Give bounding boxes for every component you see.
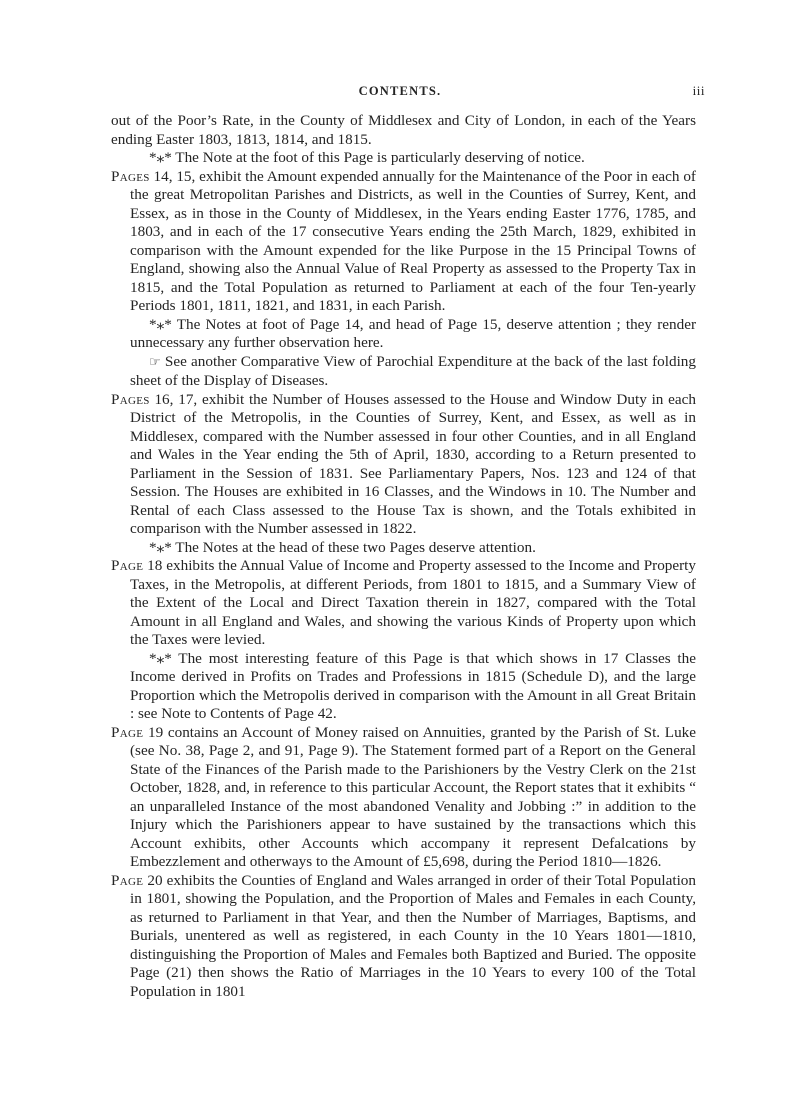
asterism-icon: *⁎*: [149, 649, 172, 667]
entry-paragraph: Page 18 exhibits the Annual Value of Income and Property assessed to the Income and Property Taxes, in the Metropolis, at different Periods, from 1801 to 1815, and a Summary View of the Extent of the Local and Direct Taxation therein in 1827, compared with the Total Amount in all England and Wales, and showing the various Kinds of Property upon which the Taxes were levied.: [111, 557, 696, 648]
entry-paragraph: Page 20 exhibits the Counties of England and Wales arranged in order of their Total Population in 1801, showing the Population, and the Proportion of Males and Females in each County, as returned to Parliament in that Year, and then the Number of Marriages, Baptisms, and Burials, unentered as well as registered, in each County in the 10 Years 1801—1810, distinguishing the Proportion of Males and Females both Baptized and Buried. The opposite Page (21) then shows the Ratio of Marriages in the 10 Years to every 100 of the Total Population in 1801: [111, 871, 696, 1000]
note-paragraph: *⁎* The Notes at the head of these two Pages deserve attention.: [149, 538, 536, 556]
entry-paragraph: Pages 14, 15, exhibit the Amount expended annually for the Maintenance of the Poor in each of the great Metropolitan Parishes and Districts, as well in the Counties of Surrey, Kent, and Essex, as in those in the County of Middlesex, in the Years ending Easter 1776, 1785, and 1803, and in each of the 17 consecutive Years ending the 25th March, 1829, exhibited in comparison with the Amount expended for the like Purpose in the 15 Principal Towns of England, showing also the Annual Value of Real Property as assessed to the Property Tax in 1815, and the Total Population as returned to Parliament at each of the four Ten-yearly Periods 1801, 1811, 1821, and 1831, in each Parish.: [111, 167, 696, 314]
note-paragraph: *⁎* The Note at the foot of this Page is particularly deserving of notice.: [149, 149, 585, 166]
entry-label: Pages: [111, 167, 150, 185]
entry-label: Page: [111, 557, 144, 574]
note-paragraph: *⁎* The Notes at foot of Page 14, and head of Page 15, deserve attention ; they render unnecessary any further observation here.: [130, 315, 696, 351]
asterism-icon: *⁎*: [149, 315, 172, 333]
note-paragraph: ☞ See another Comparative View of Parochial Expenditure at the back of the last folding sheet of the Display of Diseases.: [130, 352, 696, 389]
entry-label: Page: [111, 871, 144, 889]
entry-label: Pages: [111, 390, 150, 408]
note-paragraph: *⁎* The most interesting feature of this Page is that which shows in 17 Classes the Income derived in Profits on Trades and Professions in 1815 (Schedule D), and the large Proportion which the Metropolis derived in comparison with the Amount in all Great Britain : see Note to Contents of Page 42.: [130, 649, 696, 722]
manicule-icon: ☞: [149, 354, 161, 370]
entry-label: Page: [111, 723, 144, 741]
page-header: [0, 80, 800, 104]
running-title: CONTENTS.: [358, 84, 442, 98]
entry-paragraph: Page 19 contains an Account of Money raised on Annuities, granted by the Parish of St. Luke (see No. 38, Page 2, and 91, Page 9). The Statement formed part of a Report on the General State of the Finances of the Parish made to the Parishioners by the Vestry Clerk on the 21st October, 1828, and, in reference to this particular Account, the Report states that it exhibits “ an unparalleled Instance of the most abandoned Venality and Jobbing :” in addition to the Injury which the Parishioners appear to have sustained by the transactions which this Account exhibits, other Accounts which accompany it represent Defalcations by Embezzlement and otherways to the Amount of £5,698, during the Period 1810—1826.: [111, 723, 696, 870]
page-number: iii: [692, 83, 705, 98]
contents-body: [111, 112, 696, 1001]
asterism-icon: *⁎*: [149, 149, 172, 166]
entry-paragraph: Pages 16, 17, exhibit the Number of Houses assessed to the House and Window Duty in each District of the Metropolis, in the Counties of Surrey, Kent, and Essex, as well as in Middlesex, compared with the Number assessed in four other Counties, and in all England and Wales in the Year ending the 5th of April, 1830, according to a Return presented to Parliament in the Session of 1831. See Parliamentary Papers, Nos. 123 and 124 of that Session. The Houses are exhibited in 16 Classes, and the Windows in 10. The Number and Rental of each Class assessed to the House Tax is shown, and the Totals exhibited in comparison with the Number assessed in 1822.: [111, 390, 696, 537]
paragraph: out of the Poor’s Rate, in the County of Middlesex and City of London, in each of the Years ending Easter 1803, 1813, 1814, and 1815.: [111, 112, 696, 148]
asterism-icon: *⁎*: [149, 538, 172, 556]
